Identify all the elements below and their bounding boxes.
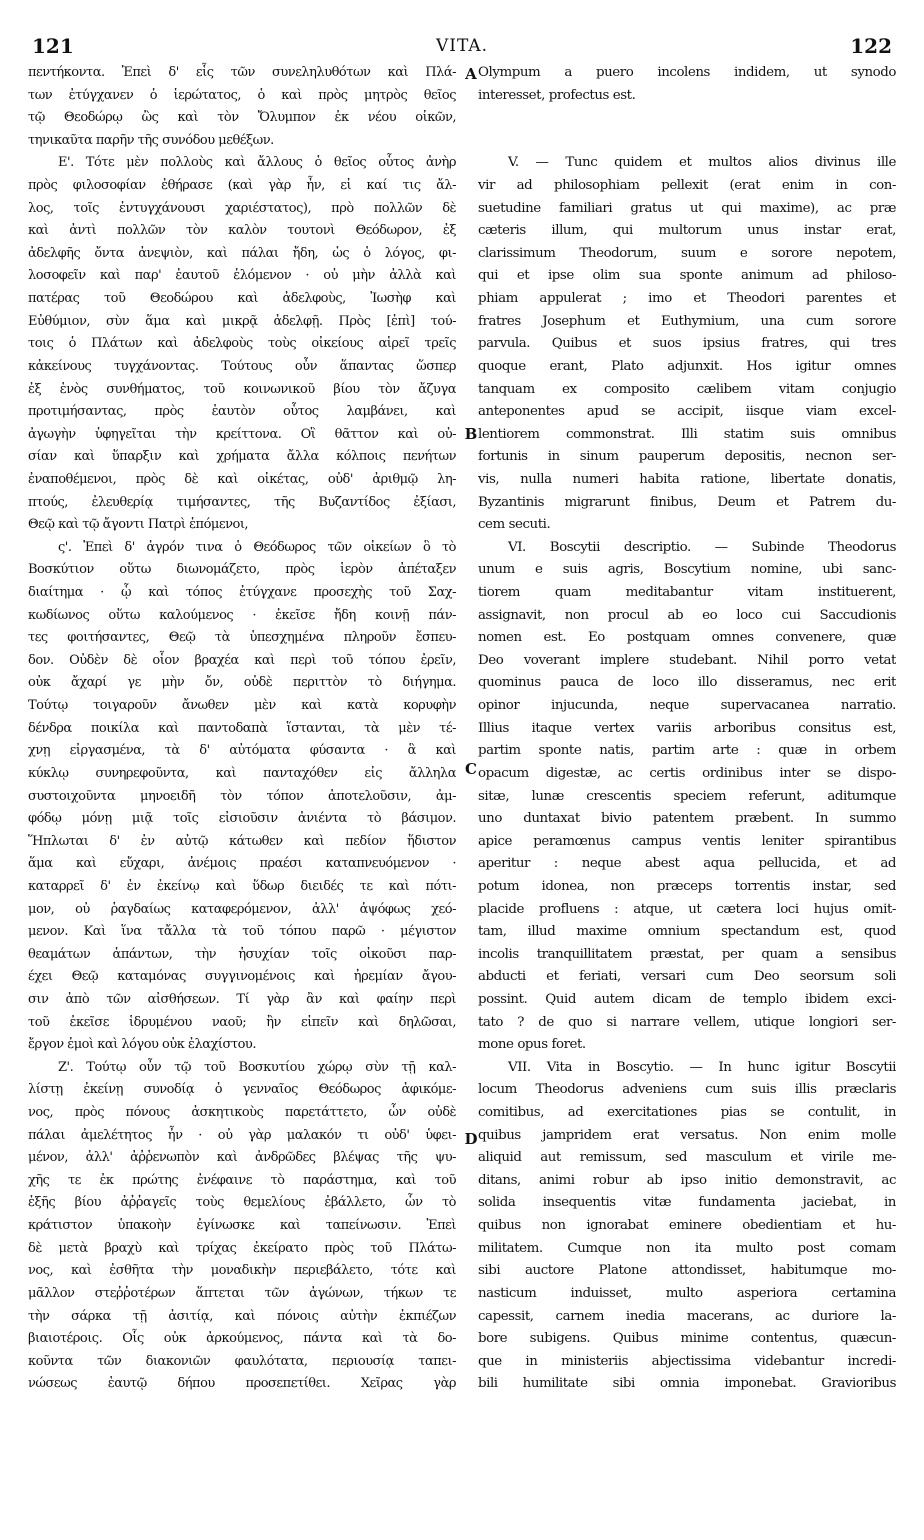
latin-line: abducti et feriati, versari cum Deo seorsum soli (478, 969, 896, 985)
greek-line: προτιμήσαντας, πρὸς ἑαυτὸν οὗτος λαμβάνει, καὶ (28, 404, 456, 420)
latin-line: nasticum induisset, multo asperiora certamina (478, 1285, 896, 1301)
latin-line: comitibus, ad exercitationes pias se contulit, in (478, 1105, 896, 1121)
latin-line: VII. Vita in Boscytio. — In hunc igitur Boscytii (508, 1059, 896, 1075)
greek-line: ς'. Ἐπεὶ δ' ἀγρόν τινα ὁ Θεόδωρος τῶν οἰκείων ὃ τὸ (58, 539, 456, 555)
greek-line: οὐκ ἄχαρί γε μὴν ὄν, οὐδὲ περιττὸν τὸ διήγημα. (28, 675, 456, 691)
latin-line: militatem. Cumque non ita multo post comam (478, 1240, 896, 1256)
latin-line: apice peramœnus campus ventis leniter spirantibus (478, 833, 896, 849)
greek-line: νώσεως ἑαυτῷ δήπου προσεπετίθει. Χεῖρας γὰρ (28, 1376, 456, 1392)
latin-line: mone opus foret. (478, 1037, 586, 1053)
greek-line: τὴν σάρκα τῇ ἀσιτίᾳ, καὶ πόνοις αὐτὴν ἐκπιέζων (28, 1308, 456, 1324)
latin-line: quoque erant, Plato adjunxit. Hos igitur omnes (478, 358, 896, 374)
greek-line: Τούτῳ τοιγαροῦν ἄνωθεν μὲν καὶ κατὰ κορυφὴν (28, 698, 456, 714)
latin-line: tato ? de quo si narrare vellem, utique longiori ser- (478, 1014, 896, 1030)
latin-line: tiorem quam meditabantur vitam instituerent, (478, 585, 896, 601)
latin-line: Illius itaque vertex variis arboribus consitus est, (478, 720, 896, 736)
greek-line: τηνικαῦτα παρῆν τῆς συνόδου μεθέξων. (28, 132, 274, 148)
latin-line: bore subigens. Quibus minime contentus, quæcun- (478, 1331, 896, 1347)
greek-line: ἔργον ἐμοὶ καὶ λόγου οὐκ ἐλαχίστου. (28, 1037, 256, 1053)
greek-line: σίαν καὶ ὕπαρξιν καὶ χρήματα ἄλλα κόλποις πενήτων (28, 449, 456, 465)
greek-line: ἐναποθέμενοι, πρὸς δὲ καὶ οἰκέτας, οὐδ' ἀριθμῷ λη- (28, 471, 456, 487)
greek-line: δὲ μετὰ βραχὺ καὶ τρίχας ἐκείρατο πρὸς τοῦ Πλάτω- (28, 1240, 456, 1256)
greek-line: λος, τοῖς ἐντυγχάνουσι χαριέστατος), πρὸ πολλῶν δὲ (28, 200, 456, 216)
margin-marker-b: B (464, 425, 478, 443)
greek-line: δον. Οὐδὲν δὲ οἷον βραχέα καὶ περὶ τοῦ τόπου ἐρεῖν, (28, 652, 456, 668)
latin-line: cæteris illum, qui multorum unus instar erat, (478, 223, 896, 239)
latin-text-column (478, 62, 896, 1396)
latin-line: Deo voverant implere studebant. Nihil porro vetat (478, 652, 896, 668)
latin-line: lentiorem commonstrat. Illi statim suis omnibus (478, 426, 896, 442)
greek-line: κοῦντα τῶν διακονιῶν φαυλότατα, περιουσίᾳ ταπει- (28, 1353, 456, 1369)
greek-line: τῷ Θεοδώρῳ ὢς καὶ τὸν Ὄλυμπον ἐκ νέου οἰκῶν, (28, 110, 456, 126)
latin-line: uno duntaxat bivio patentem præbent. In summo (478, 811, 896, 827)
latin-line: clarissimum Theodorum, suum e sorore nepotem, (478, 245, 896, 261)
latin-line: nomen est. Eo postquam omnes convenere, quæ (478, 630, 896, 646)
latin-line: sibi auctore Platone attondisset, habitumque mo- (478, 1263, 896, 1279)
greek-line: μον, οὐ ῥαγδαίως καταφερόμενον, ἀλλ' ἀψόφως χεό- (28, 901, 456, 917)
greek-line: χῆς τε ἐκ πρώτης ἐνέφαινε τὸ παράστημα, καὶ τοῦ (28, 1172, 456, 1188)
greek-line: κράτιστον ὑπακοὴν ἐγίνωσκε καὶ ταπείνωσιν. Ἐπεὶ (28, 1218, 456, 1234)
latin-line: VI. Boscytii descriptio. — Subinde Theodorus (508, 539, 896, 555)
latin-line: opinor injucunda, neque supervacanea narratio. (478, 698, 896, 714)
greek-line: λοσοφεῖν καὶ παρ' ἑαυτοῦ ἑλόμενον · οὐ μὴν ἀλλὰ καὶ (28, 268, 456, 284)
latin-line: placide profluens : atque, ut cætera loci hujus omit- (478, 901, 896, 917)
greek-line: ἀδελφῆς ὄντα ἀνεψιὸν, καὶ πάλαι ἤδη, ὡς ὁ λόγος, φι- (28, 245, 456, 261)
latin-line: tam, illud maxime omnium spectandum est, quod (478, 924, 896, 940)
page-header (30, 34, 894, 60)
latin-line: anteponentes apud se accipit, iisque viam excel- (478, 404, 896, 420)
running-title: VITA. (435, 36, 489, 56)
greek-line: τοῦ ἐκεῖσε ἱδρυμένου ναοῦ; ἢν εἰπεῖν καὶ δηλῶσαι, (28, 1014, 456, 1030)
latin-line: quominus pauca de loco illo disseramus, nec erit (478, 675, 896, 691)
latin-line: assignavit, non procul ab eo loco cui Saccudionis (478, 607, 896, 623)
greek-line: νος, καὶ ἐσθῆτα τὴν μοναδικὴν περιεβάλετο, τότε καὶ (28, 1263, 456, 1279)
greek-line: Βοσκύτιον οὕτω διωνομάζετο, πρὸς ἱερὸν ἀπέταξεν (28, 562, 456, 578)
greek-line: πεντήκοντα. Ἐπεὶ δ' εἷς τῶν συνεληλυθότων καὶ Πλά- (28, 65, 456, 80)
greek-line: βιαιοτέροις. Οἷς οὐκ ἀρκούμενος, πάντα καὶ τὰ δο- (28, 1331, 456, 1347)
latin-line: sitæ, lunæ crescentis speciem referunt, aditumque (478, 788, 896, 804)
greek-line: λίστῃ ἐκείνῃ συνοδίᾳ ὁ γενναῖος Θεόδωρος ἀφικόμε- (28, 1082, 456, 1098)
latin-line: potum idonea, non præceps torrentis instar, sed (478, 878, 896, 894)
greek-line: συστοιχοῦντα μηνοειδῆ τὸν τόπον ἀποτελοῦσιν, ἀμ- (28, 788, 456, 804)
margin-marker-a: A (465, 65, 477, 83)
latin-line: cem secuti. (478, 517, 551, 533)
greek-line: κἀκείνους τυγχάνοντας. Τούτους οὖν ἅπαντας ὥσπερ (28, 358, 456, 374)
latin-line: aliquid aut remissum, sed masculum et virile me- (478, 1150, 896, 1166)
latin-line: fortunis in sinum pauperum depositis, necnon ser- (478, 449, 896, 465)
latin-line: fratres Josephum et Euthymium, una cum sorore (478, 313, 896, 329)
latin-line: incolis tranquillitatem præstat, per quam a sensibus (478, 946, 896, 962)
greek-line: καταρρεῖ δ' ἐν ἐκείνῳ καὶ ὕδωρ διειδές τε καὶ πότι- (28, 878, 456, 894)
greek-line: ἅμα καὶ εὔχαρι, ἀνέμοις πραέσι καταπνευόμενον · (28, 856, 456, 872)
latin-line: tanquam ex composito cælibem vitam conjugio (478, 381, 896, 397)
greek-line: φόδῳ μόνῃ μιᾷ τοῖς εἰσιοῦσιν ἀνιέντα τὸ βάσιμον. (28, 811, 456, 827)
greek-line: Ἥπλωται δ' ἐν αὐτῷ κάτωθεν καὶ πεδίον ἥδιστον (28, 833, 456, 849)
latin-line: unum e suis agris, Boscytium nomine, ubi sanc- (478, 562, 896, 578)
latin-blank-line (478, 107, 896, 130)
latin-line: solida insequentis vitæ fundamenta jaciebat, in (478, 1195, 896, 1211)
latin-line: possint. Quid autem dicam de templo ibidem exci- (478, 991, 896, 1007)
greek-line: κωδίωνος οὕτω καλούμενος · ἐκεῖσε ἤδη κοινῇ πάν- (28, 607, 456, 623)
greek-line: Ε'. Τότε μὲν πολλοὺς καὶ ἄλλους ὁ θεῖος οὗτος ἀνὴρ (58, 155, 456, 171)
latin-line: quibus jampridem erat versatus. Non enim molle (478, 1127, 896, 1143)
latin-line: opacum digestæ, ac certis ordinibus inter se dispo- (478, 765, 896, 781)
latin-line: vir ad philosophiam pellexit (erat enim in con- (478, 178, 896, 194)
latin-line: partim sponte natis, partim arte : quæ in orbem (478, 743, 896, 759)
page-number-left: 121 (32, 34, 74, 58)
greek-line: πρὸς φιλοσοφίαν ἐθήρασε (καὶ γὰρ ἦν, εἰ καί τις ἄλ- (28, 178, 456, 194)
greek-line: ἀγωγὴν ὑφηγεῖται τὴν κρείττονα. Οἳ θᾶττον καὶ οὐ- (28, 426, 456, 442)
latin-line: phiam appulerat ; imo et Theodori parentes et (478, 291, 896, 307)
greek-line: διαίτημα · ᾧ καὶ τόπος ἐτύγχανε προσεχὴς τοῦ Σαχ- (28, 585, 456, 601)
greek-line: δένδρα ποικίλα καὶ παντοδαπὰ ἵστανται, τὰ μὲν τέ- (28, 720, 456, 736)
latin-line: locum Theodorus adveniens cum suis illis præclaris (478, 1082, 896, 1098)
greek-line: πτούς, ἐλευθερίᾳ τιμήσαντες, τῆς Βυζαντίδος ἐξίασι, (28, 494, 456, 510)
greek-line: Ζ'. Τούτῳ οὖν τῷ τοῦ Βοσκυτίου χώρῳ σὺν τῇ καλ- (58, 1059, 456, 1075)
latin-line: capessit, carnem inedia macerans, ac duriore la- (478, 1308, 896, 1324)
greek-line: Εὐθύμιον, σὺν ἅμα καὶ μικρᾷ ἀδελφῇ. Πρὸς [ἐπὶ] τού- (28, 313, 456, 329)
greek-line: καὶ ἀντὶ πολλῶν τὸν καλὸν τουτονὶ Θεόδωρον, ἐξ (28, 223, 456, 239)
margin-marker-c: C (465, 760, 477, 778)
greek-text-column (28, 62, 456, 1396)
margin-marker-d: D (464, 1130, 478, 1148)
latin-line: vis, nulla numeri habita ratione, libertate donatis, (478, 471, 896, 487)
latin-line: quibus non ignorabat eminere obedientiam et hu- (478, 1218, 896, 1234)
greek-line: κύκλῳ συνηρεφοῦντα, καὶ πανταχόθεν εἰς ἄλληλα (28, 765, 456, 781)
latin-line: bili humilitate sibi omnia imponebat. Gravioribus (478, 1376, 896, 1392)
greek-line: μένον, ἀλλ' ἀῤῥενωπὸν καὶ ἀνδρῶδες βλέψας τῆς ψυ- (28, 1150, 456, 1166)
greek-line: πάλαι ἀμελέτητος ἦν · οὐ γὰρ μαλακόν τι οὐδ' ὑφει- (28, 1127, 456, 1143)
greek-line: έχει Θεῷ καταμόνας συγγινομένοις καὶ ἠρεμίαν ἄγου- (28, 969, 456, 985)
latin-line: aperitur : neque abest aqua pellucida, et ad (478, 856, 896, 872)
latin-line: interesset, profectus est. (478, 87, 636, 103)
page-number-right: 122 (850, 34, 892, 58)
greek-line: νος, πρὸς πόνους ἀσκητικοὺς παρετάττετο, ὧν οὐδὲ (28, 1105, 456, 1121)
greek-line: μενον. Καὶ ἵνα τἄλλα τὰ τοῦ τόπου παρῶ · μέγιστον (28, 924, 456, 940)
greek-line: των ἐτύγχανεν ὁ ἱερώτατος, ὁ καὶ πρὸς μητρὸς θεῖος (28, 87, 456, 103)
greek-line: σιν ἀπὸ τῶν αἰσθήσεων. Τί γὰρ ἂν καὶ φαίην περὶ (28, 991, 456, 1007)
greek-line: χνῃ εἰργασμένα, τὰ δ' αὐτόματα φύσαντα · ἃ καὶ (28, 743, 456, 759)
greek-line: θεαμάτων ἁπάντων, τὴν ἡσυχίαν τοῖς οἰκοῦσι παρ- (28, 946, 456, 962)
latin-line: qui et ipse olim sua sponte animum ad philoso- (478, 268, 896, 284)
latin-blank-line (478, 130, 896, 153)
latin-line: suetudine familiari gratus ut qui maxime), ac præ (478, 200, 896, 216)
greek-line: ἑξῆς βίου ἀῤῥαγεῖς τοὺς θεμελίους ἐβάλλετο, ὧν τὸ (28, 1195, 456, 1211)
greek-line: ἐξ ἑνὸς συνθήματος, τοῦ κοινωνικοῦ βίου τὸν ἄζυγα (28, 381, 456, 397)
greek-line: πατέρας τοῦ Θεοδώρου καὶ ἀδελφοὺς, Ἰωσὴφ καὶ (28, 291, 456, 307)
latin-line: parvula. Quibus et suos ipsius fratres, qui tres (478, 336, 896, 352)
greek-line: τοις ὁ Πλάτων καὶ ἀδελφοὺς τοὺς οἰκείους αἱρεῖ τρεῖς (28, 336, 456, 352)
latin-line: que in ministeriis abjectissima videbantur incredi- (478, 1353, 896, 1369)
greek-line: μᾶλλον στεῤῥοτέρων ἅπτεται τῶν ἀγώνων, τήκων τε (28, 1285, 456, 1301)
greek-line: τες φοιτήσαντες, Θεῷ τὰ ὑπεσχημένα πληροῦν ἔσπευ- (28, 630, 456, 646)
latin-line: ditans, animi robur ab ipso initio demonstravit, ac (478, 1172, 896, 1188)
latin-line: V. — Tunc quidem et multos alios divinus ille (508, 155, 896, 171)
greek-line: Θεῷ καὶ τῷ ἄγοντι Πατρὶ ἑπόμενοι, (28, 517, 249, 533)
latin-line: Byzantinis migrarunt finibus, Deum et Patrem du- (478, 494, 896, 510)
latin-line: Olympum a puero incolens indidem, ut synodo (478, 65, 896, 80)
